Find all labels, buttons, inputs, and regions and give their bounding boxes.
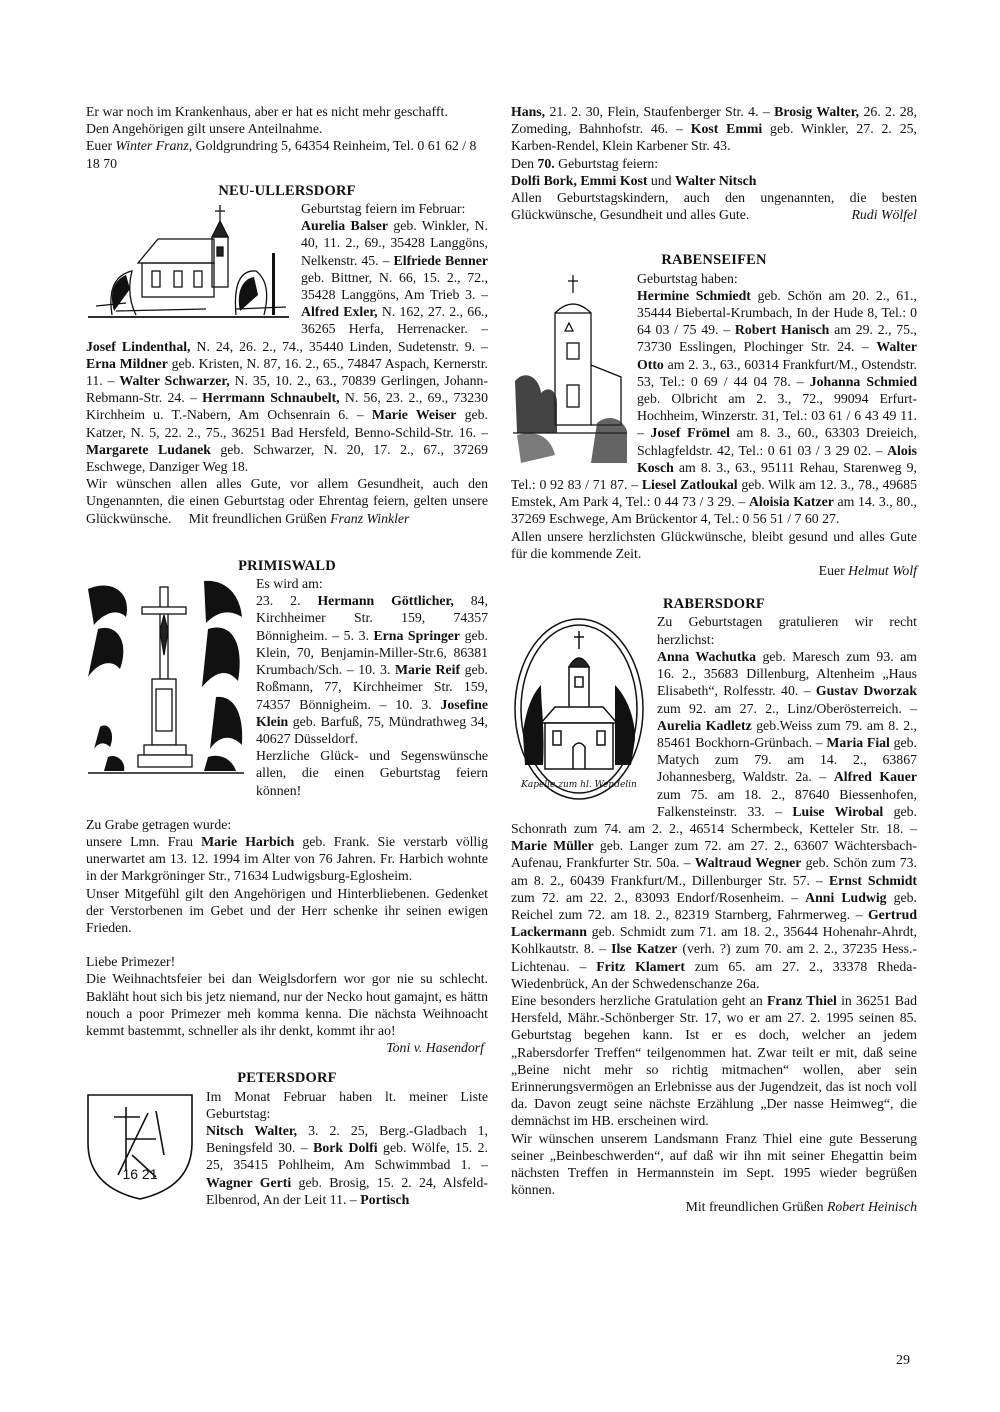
seventy-heading: Den 70. Geburtstag feiern: — [511, 155, 659, 171]
condolence-text: Unser Mitgefühl gilt den Angehörigen und Hinterbliebenen. Gedenket der Verstorbenen im Gebet und der Herr schenke ihr seinen ewigen Frieden. — [86, 885, 488, 935]
person-name: Marie Weiser — [371, 407, 457, 423]
entry-details: 21. 2. 30, Flein, Staufenberger Str. 4. – — [545, 104, 775, 119]
person-name: Anna Wachutka — [657, 648, 756, 664]
entry-details: geb. Winkler, N. 40, 11. 2., 69., 35428 Langgöns, Nelkenstr. 45. – — [301, 218, 488, 268]
entry-details: geb. Schmidt zum 71. am 18. 2., 35644 Hohenahr-Ahrdt, Kohlkautstr. 8. – — [511, 924, 917, 957]
person-name: Aurelia Balser — [301, 218, 389, 234]
person-name: Nitsch Walter, — [206, 1122, 298, 1138]
grave-text: unsere Lmn. Frau Marie Harbich geb. Frank. Sie verstarb völlig unerwartet am 13. 12. 1994 im Alter von 76 Jahren. Fr. Harbich wohnte in der Markgröninger Str., 71634 Ludwigsburg-Eglosheim. — [86, 833, 488, 884]
person-name: Alois Kosch — [637, 442, 917, 475]
entry-details: geb. Bittner, N. 66, 15. 2., 72., 35428 Langgöns, Am Trieb 3. – — [301, 269, 488, 303]
person-name: Johanna Schmied — [809, 373, 918, 389]
person-name: Ernst Schmidt — [828, 872, 917, 888]
entry-details: geb. Klein, 70, Benjamin-Miller-Str.6, 86381 Krumbach/Sch. – 10. 3. — [256, 627, 488, 678]
entry-details: zum 65. am 27. 2., 33378 Rheda-Wiedenbrück, An der Schwedenschanze 26a. — [511, 958, 917, 991]
person-name: Gustav Dworzak — [815, 683, 917, 699]
entry-details: am 8. 3., 60., 63303 Dreieich, Schlagfeldstr. 42, Tel.: 0 61 03 / 3 29 02. – — [637, 425, 917, 458]
raber-lead: Zu Geburtstagen gratulieren wir recht herzlichst: — [657, 614, 917, 647]
person-name: Hans, — [511, 104, 546, 119]
person-name: Aloisia Katzer — [748, 494, 834, 510]
entry-details: zum 75. am 18. 2., 87640 Biessenhofen, Falkensteinstr. 33. – — [657, 786, 917, 819]
section-title-rabersdorf: RABERSDORF — [663, 596, 765, 613]
entry-details: geb. Schön zum 73. am 8. 2., 60439 Frankfurt/M., Dillenburger Str. 57. – — [511, 855, 917, 888]
entry-details: am 29. 2., 75., 73730 Esslingen, Plochinger Str. 24. – — [637, 322, 917, 355]
entry-details: 23. 2. — [256, 593, 318, 609]
raben-wish: Allen unsere herzlichsten Glückwünsche, bleibt gesund und alles Gute für die kommende Zeit. — [511, 528, 917, 561]
entry-details: geb. Kristen, N. 87, 16. 2., 65., 74847 Aspach, Kernerstr. 11. – — [86, 355, 488, 389]
entry-details: zum 92. am 27. 2., Linz/Oberösterreich. – — [657, 700, 917, 716]
entry-details: geb. Barfuß, 75, Mündrathweg 34, 40627 Düsseldorf. — [256, 713, 488, 746]
thiel-wish: Wir wünschen unserem Landsmann Franz Thiel eine gute Besserung seiner „Beinbeschwerden“, auf daß wir ihn mit seiner Ehegattin beim nächsten Treffen in Hermannstein im Sept. 1995 wieder begrüßen können. — [511, 1130, 917, 1198]
person-name: Waltraud Wegner — [694, 855, 802, 871]
person-name: Walter Schwarzer, — [119, 373, 230, 389]
section-title-rabenseifen: RABENSEIFEN — [661, 252, 767, 269]
dialect-signature: Toni v. Hasendorf — [386, 1040, 484, 1056]
person-name: Alfred Exler, — [301, 304, 378, 320]
person-name: Josef Frömel — [650, 425, 730, 441]
entry-details: geb. Langer zum 72. am 27. 2., 63607 Wächtersbach-Aufenau, Frankfurter Str. 50a. – — [511, 838, 917, 871]
dialect-text: Die Weihnachtsfeier bei dan Weiglsdorfern wor gor nie su schlecht. Bakläht hout sich bis jetz niemand, nur der Necko hout gamajnt, es hättn nouch a poor Primezer meh komma kenna. Die nächsta Weihnoacht kemmt bastemmt, schneller als ihr denkt, kommt ihr ao! Toni v. Hasendorf — [86, 971, 488, 1056]
raber-signature: Mit freundlichen Grüßen Robert Heinisch — [685, 1199, 917, 1215]
person-name: Robert Hanisch — [734, 322, 830, 338]
person-name: Wagner Gerti — [206, 1174, 292, 1190]
intro-line: Er war noch im Krankenhaus, aber er hat es nicht mehr geschafft. — [86, 104, 448, 119]
person-name: Hermann Göttlicher, — [317, 593, 454, 609]
entry-details: in 36251 Bad Hersfeld, Mähr.-Schönberger Str. 17, wo er am 27. 2. 1995 seinen 85. Geburtstag begehen kann. Ist er es doch, welcher an jedem „Rabersdorfer Treffen“ teilgenommen hat. Zwar teilt er mit, daß seine „Beine nicht mehr so richtig mitmachen“ wollen, aber sein Erinnerungsvermögen an Erlebnisse aus der Jugendzeit, das ist noch voll da. Davon zeugt seine nächste Erzählung „Der nasse Heimweg“, die demnächst im HB. erscheinen wird. — [511, 992, 917, 1129]
entry-details: geb. Maresch zum 93. am 16. 2., 35683 Dillenburg, Altenheim „Haus Elisabeth“, Rolfesstr. 40. – — [657, 648, 917, 699]
church-illustration — [86, 203, 291, 323]
person-name: Anni Ludwig — [805, 889, 887, 905]
person-name: Alfred Kauer — [833, 769, 917, 785]
wayside-cross-illustration — [86, 577, 246, 782]
grave-title: Zu Grabe getragen wurde: — [86, 816, 232, 832]
person-name: Aurelia Kadletz — [657, 717, 752, 733]
svg-text:16 21: 16 21 — [122, 1165, 158, 1182]
entry-details: am 14. 3., 80., 37269 Eschwege, Am Brückentor 4, Tel.: 0 56 51 / 7 60 27. — [511, 494, 917, 527]
entry-details: am 8. 3., 63., 95111 Rehau, Starenweg 9, Tel.: 0 92 83 / 71 87. – — [511, 459, 917, 493]
dialect-greeting: Liebe Primezer! — [86, 954, 176, 970]
entry-details: zum 72. am 22. 2., 83093 Endorf/Rosenheim. – — [511, 889, 806, 905]
entry-details: 3. 2. 25, Berg.-Gladbach 1, Beningsfeld 30. – — [206, 1122, 488, 1156]
section-title-neu-ullersdorf: NEU-ULLERSDORF — [218, 182, 356, 199]
entry-details: geb. Schonrath zum 74. am 2. 2., 46514 Schermbeck, Ketteler Str. 18. – — [511, 803, 917, 836]
person-name: Liesel Zatloukal — [641, 477, 738, 493]
entry-details: N. 35, 10. 2., 63., 70839 Gerlingen, Johann-Rebmann-Str. 24. – — [86, 373, 489, 406]
chapel-seal-illustration — [511, 615, 649, 805]
entry-details: geb. Schwarzer, N. 20, 17. 2., 67., 37269 Eschwege, Danziger Weg 18. — [86, 441, 488, 475]
right-column — [511, 103, 917, 1216]
person-name: Brosig Walter, — [774, 104, 860, 119]
peter-lead: Im Monat Februar haben lt. meiner Liste Geburtstag: — [206, 1088, 488, 1121]
person-name: Marie Müller — [511, 838, 594, 854]
entry-details: Eine besonders herzliche Gratulation geht an — [511, 992, 767, 1008]
entry-details: am 2. 3., 63., 60314 Frankfurt/M., Ostendstr. 53, Tel.: 0 69 / 44 04 78. – — [637, 356, 917, 389]
entry-details: (verh. ?) zum 70. am 2. 2., 37235 Hess.-Lichtenau. – — [511, 941, 917, 974]
person-name: Franz Thiel — [766, 992, 837, 1008]
person-name: Erna Mildner — [86, 355, 168, 371]
person-name: Walter Otto — [637, 339, 917, 372]
person-name: Marie Reif — [394, 662, 461, 678]
person-name: Bork Dolfi — [313, 1140, 378, 1156]
person-name: Gertrud Lackermann — [511, 906, 917, 940]
person-name: Margarete Ludanek — [86, 441, 211, 457]
entry-details: N. 162, 27. 2., 66., 36265 Herfa, Herrenacker. – — [301, 304, 488, 337]
section-title-primiswald: PRIMISWALD — [238, 557, 336, 574]
seventy-names — [511, 172, 917, 189]
entry-details: geb. Wölfe, 15. 2. 25, 35415 Pohlheim, Am Schwimmbad 1. – — [206, 1140, 488, 1173]
entry-details: geb. Brosig, 15. 2. 24, Alsfeld-Elbenrod, An der Leit 11. – — [206, 1174, 488, 1207]
raben-lead: Geburtstag haben: — [637, 270, 738, 286]
entry-details: geb. Matych zum 79. am 14. 2., 63867 Johannesberg, Waldstr. 2a. – — [657, 734, 917, 785]
person-name: Herrmann Schnaubelt, — [202, 390, 340, 406]
petersdorf-shield-illustration — [86, 1091, 194, 1201]
raben-signature: Euer Helmut Wolf — [818, 563, 917, 579]
svg-text:Kapelle zum hl. Wendelin: Kapelle zum hl. Wendelin — [521, 780, 637, 791]
person-name: Josef Lindenthal, — [86, 338, 191, 354]
person-name: Dolfi Bork, Emmi Kost — [511, 172, 648, 188]
entry-details: geb. Schön am 20. 2., 61., 35444 Biebertal-Krumbach, In der Hude 8, Tel.: 0 64 03 / 75 49. – — [637, 287, 917, 338]
intro-signature: Euer Winter Franz, Goldgrundring 5, 64354 Reinheim, Tel. 0 61 62 / 8 18 70 — [86, 138, 477, 171]
entry-details: geb. Roßmann, 77, Kirchheimer Str. 159, 74357 Bönnigheim. – 10. 3. — [256, 662, 488, 712]
person-name: Kost Emmi — [690, 121, 763, 137]
entry-details: geb. Wilk am 12. 3., 78., 49685 Emstek, Am Park 4, Tel.: 0 44 73 / 3 29. – — [511, 477, 917, 510]
thiel-text — [511, 992, 917, 1130]
person-name: Erna Springer — [373, 627, 461, 643]
entry-details: geb. Olbricht am 2. 3., 72., 99094 Erfurt-Hochheim, Winzerstr. 31, Tel.: 03 61 / 6 43 49 11. – — [637, 391, 917, 441]
person-name: Josefine Klein — [256, 696, 488, 729]
person-name: Luise Wirobal — [792, 803, 884, 819]
person-name: Portisch — [360, 1191, 410, 1207]
person-name: Walter Nitsch — [675, 172, 757, 188]
person-name: Hermine Schmiedt — [637, 287, 751, 303]
entry-details: N. 24, 26. 2., 74., 35440 Linden, Sudetenstr. 9. – — [190, 338, 489, 354]
person-name: Elfriede Benner — [393, 252, 488, 268]
prim-wish: Herzliche Glück- und Segenswünsche allen, die einen Geburtstag feiern können! — [256, 748, 488, 798]
person-name: Maria Fial — [826, 734, 890, 750]
seventy-wish: Allen Geburtstagskindern, auch den ungenannten, die besten Glückwünsche, Gesundheit und alles Gute. Rudi Wölfel — [511, 190, 917, 223]
entry-details: 84, Kirchheimer Str. 159, 74357 Bönnigheim. – 5. 3. — [256, 593, 488, 643]
entry-details: geb.Weiss zum 79. am 8. 2., 85461 Bockhorn-Grünbach. – — [657, 717, 917, 750]
person-name: Fritz Klamert — [596, 958, 685, 974]
entry-details: geb. Reichel zum 72. am 18. 2., 82319 Starnberg, Fahrmerweg. – — [511, 889, 917, 922]
person-name: Ilse Katzer — [611, 941, 678, 957]
prim-lead: Es wird am: — [256, 576, 323, 592]
neu-closing: Wir wünschen allen alles Gute, vor allem Gesundheit, auch den Ungenannten, die einen Geburtstag oder Ehrentag feiern, gelten unsere Glückwünsche. Mit freundlichen Grüßen Franz Winkler — [86, 476, 488, 526]
neu-lead: Geburtstag feiern im Februar: — [301, 201, 466, 217]
left-column — [86, 103, 488, 1208]
intro-line: Den Angehörigen gilt unsere Anteilnahme. — [86, 121, 323, 137]
chapel-tower-illustration — [511, 273, 629, 473]
section-title-petersdorf: PETERSDORF — [237, 1070, 337, 1087]
entry-details: geb. Katzer, N. 5, 22. 2., 75., 36251 Bad Hersfeld, Benno-Schild-Str. 16. – — [86, 407, 488, 440]
entry-details: 26. 2. 28, Zomeding, Bahnhofstr. 46. – — [511, 104, 918, 137]
entry-details: und — [647, 172, 676, 188]
entry-details: geb. Winkler, 27. 2. 25, Karben-Rendel, Klein Karbener Str. 43. — [511, 121, 917, 154]
petersdorf-continued — [511, 103, 917, 155]
entry-details: N. 56, 23. 2., 69., 73230 Kirchheim u. T.-Nabern, Am Ochsenrain 6. – — [86, 390, 488, 423]
page-number: 29 — [896, 1353, 910, 1368]
